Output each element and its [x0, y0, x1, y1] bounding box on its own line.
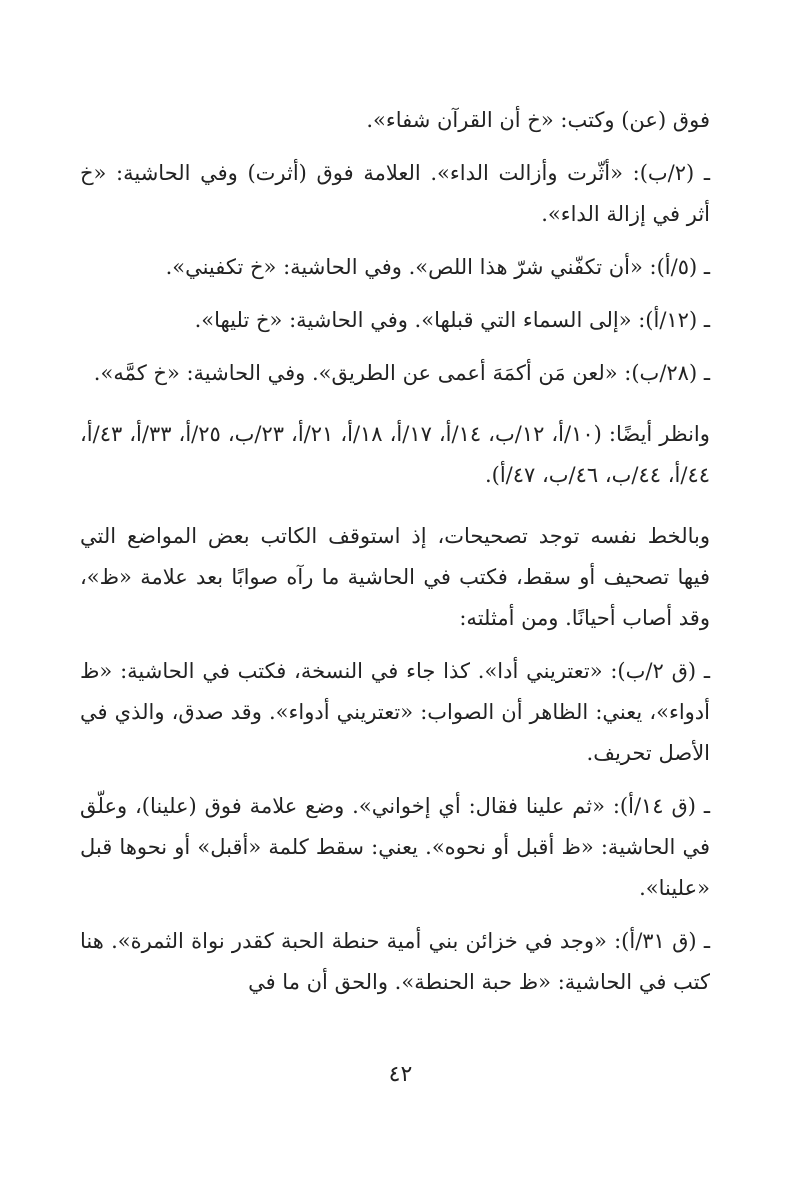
page-number: ٤٢: [388, 1062, 413, 1087]
paragraph-9: ـ (ق ١٤/أ): «ثم علينا فقال: أي إخواني». وضع علامة فوق (علينا)، وعلّق في الحاشية: «ظ أقبل أو نحوه». يعني: سقط كلمة «أقبل» أو نحوها قبل «علينا».: [80, 794, 710, 900]
paragraph-4: ـ (١٢/أ): «إلى السماء التي قبلها». وفي الحاشية: «خ تليها».: [194, 308, 710, 332]
paragraph-8: ـ (ق ٢/ب): «تعتريني أدا». كذا جاء في النسخة، فكتب في الحاشية: «ظ أدواء»، يعني: الظاهر أن الصواب: «تعتريني أدواء». وقد صدق، والذي في الأصل تحريف.: [80, 659, 710, 765]
paragraph-10: ـ (ق ٣١/أ): «وجد في خزائن بني أمية حنطة الحبة كقدر نواة الثمرة». هنا كتب في الحاشية: «ظ حبة الحنطة». والحق أن ما في: [80, 929, 710, 994]
paragraph-1: فوق (عن) وكتب: «خ أن القرآن شفاء».: [366, 108, 710, 132]
paragraph-3: ـ (٥/أ): «أن تكفّني شرّ هذا اللص». وفي الحاشية: «خ تكفيني».: [165, 255, 710, 279]
paragraph-7: وبالخط نفسه توجد تصحيحات، إذ استوقف الكاتب بعض المواضع التي فيها تصحيف أو سقط، فكتب في الحاشية ما رآه صوابًا بعد علامة «ظ»، وقد أصاب أحيانًا. ومن أمثلته:: [80, 524, 710, 630]
paragraph-6: وانظر أيضًا: (١٠/أ، ١٢/ب، ١٤/أ، ١٧/أ، ١٨/أ، ٢١/أ، ٢٣/ب، ٢٥/أ، ٣٣/أ، ٤٣/أ، ٤٤/أ، ٤٤/ب، ٤٦/ب، ٤٧/أ).: [80, 422, 710, 487]
paragraph-2: ـ (٢/ب): «أثّرت وأزالت الداء». العلامة فوق (أثرت) وفي الحاشية: «خ أثر في إزالة الداء».: [80, 161, 710, 226]
paragraph-5: ـ (٢٨/ب): «لعن مَن أكمَهَ أعمى عن الطريق». وفي الحاشية: «خ كمَّه».: [93, 361, 710, 385]
page-body: [80, 100, 710, 1015]
